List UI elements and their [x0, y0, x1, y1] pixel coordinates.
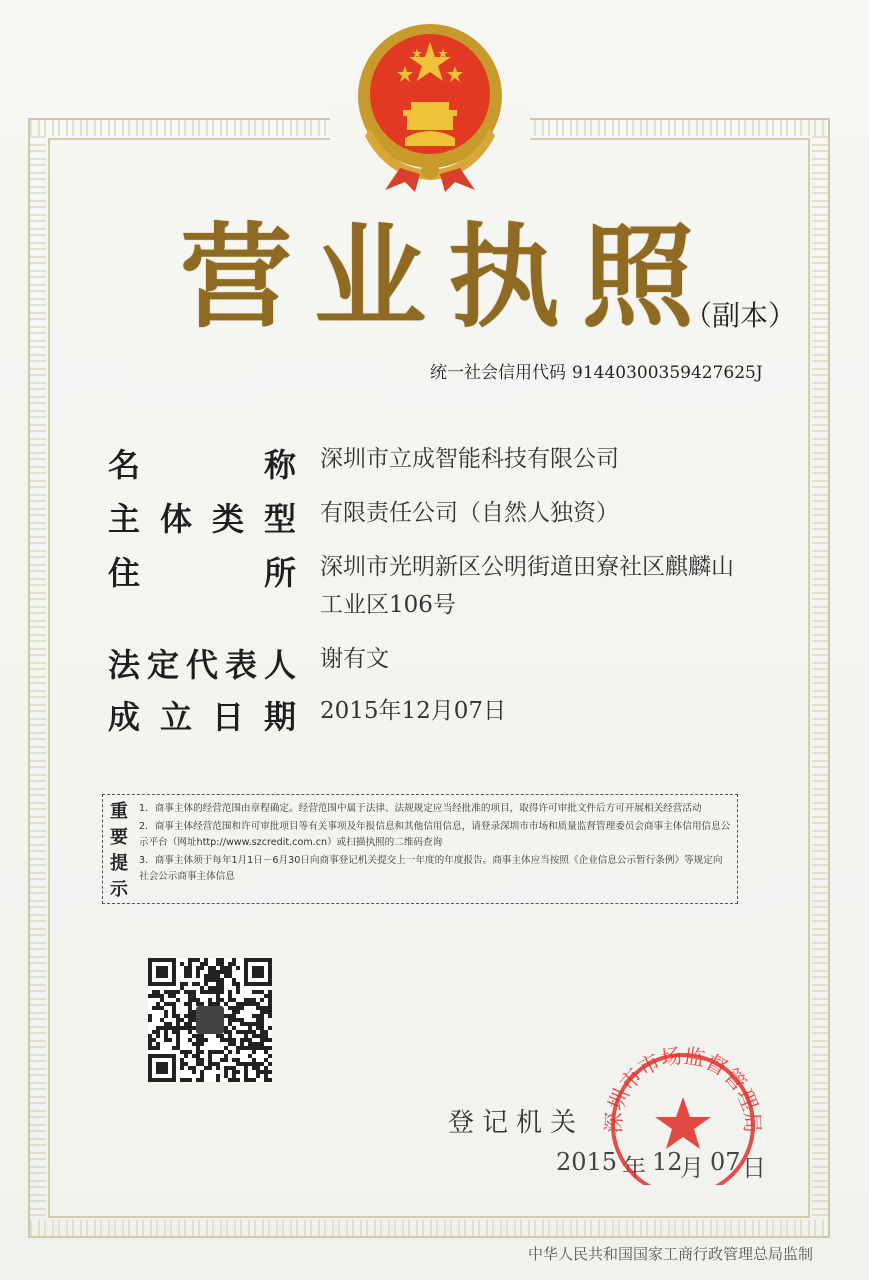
reg-date-day-unit: 日 [742, 1154, 766, 1182]
field-label-legal-rep: 法定代表人 [108, 646, 296, 684]
reg-date-day: 07 [710, 1148, 741, 1176]
notice-item: 1．商事主体的经营范围由章程确定。经营范围中属于法律、法规规定应当经批准的项目，取得许可审批文件后方可开展相关经营活动 [139, 803, 702, 814]
field-label-entity-type: 主体类型 [108, 500, 296, 538]
credit-code-row [430, 358, 763, 383]
notice-body [139, 801, 731, 887]
field-value-address: 深圳市光明新区公明街道田寮社区麒麟山工业区106号 [320, 554, 734, 618]
notice-title: 重要提示 [110, 801, 128, 900]
field-value-entity-type: 有限责任公司（自然人独资） [320, 500, 619, 526]
footer-issuer: 中华人民共和国国家工商行政管理总局监制 [528, 1245, 814, 1263]
seal-text: 深圳市市场监督管理局 [601, 1045, 765, 1134]
reg-date-year-unit: 年 [622, 1154, 646, 1182]
field-value-name: 深圳市立成智能科技有限公司 [320, 446, 619, 472]
field-value-legal-rep: 谢有文 [320, 646, 389, 672]
official-seal-icon [598, 1045, 768, 1185]
field-value-established: 2015年12月07日 [320, 698, 507, 724]
important-notice-box [102, 794, 738, 904]
credit-code-value: 91440300359427625J [572, 363, 763, 383]
reg-date-month: 12 [652, 1148, 683, 1176]
credit-code-label: 统一社会信用代码 [430, 363, 566, 383]
document-subtitle: （副本） [684, 299, 797, 332]
field-label-established: 成立日期 [108, 698, 296, 736]
field-label-name: 名称 [108, 446, 296, 484]
registration-authority-label: 登记机关 [448, 1108, 585, 1138]
document-title: 营业执照 [180, 212, 716, 343]
reg-date-month-unit: 月 [680, 1154, 704, 1182]
notice-item: 2．商事主体经营范围和许可审批项目等有关事项及年报信息和其他信用信息，请登录深圳市市场和质量监督管理委员会商事主体信用信息公示平台（网址http://www.szcredit.com.cn）或扫描执照的二维码查询 [139, 821, 731, 848]
national-emblem-icon [345, 18, 515, 193]
reg-date-year: 2015 [556, 1148, 618, 1176]
qr-code-icon[interactable] [148, 958, 272, 1082]
notice-item: 3．商事主体须于每年1月1日－6月30日向商事登记机关提交上一年度的年度报告。商事主体应当按照《企业信息公示暂行条例》等规定向社会公示商事主体信息 [139, 855, 723, 882]
field-label-address: 住所 [108, 554, 296, 592]
